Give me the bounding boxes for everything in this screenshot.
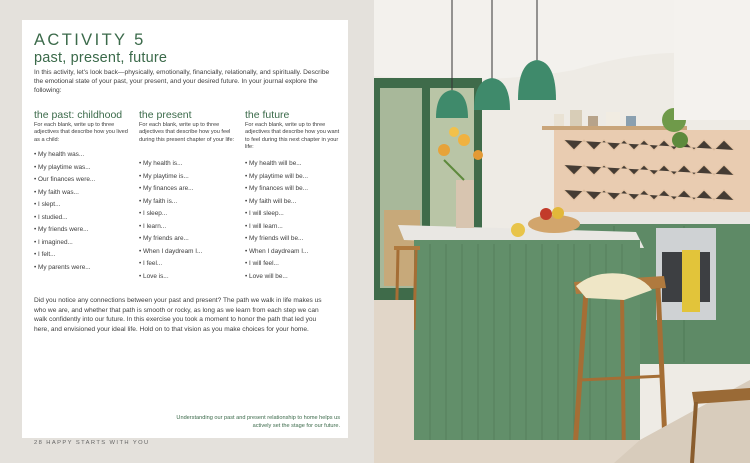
list-item: • My faith was... — [34, 187, 134, 200]
list-item: • I studied... — [34, 212, 134, 225]
list-item: • My finances are... — [139, 183, 239, 196]
page-title: past, present, future — [34, 50, 168, 66]
kitchen-photo — [374, 0, 750, 463]
list-item: • My health is... — [139, 158, 239, 171]
column-description: For each blank, write up to three adjectives that describe how you lived as a child: — [34, 122, 128, 143]
list-item: • My friends are... — [139, 233, 239, 246]
list-item: • My health will be... — [245, 158, 345, 171]
list-item: • My friends will be... — [245, 233, 345, 246]
list-item: • I feel... — [139, 258, 239, 271]
column-heading: the past: childhood — [34, 109, 123, 121]
closing-paragraph: Did you notice any connections between your past and present? The path we walk in life makes us who we are, and whether that path is smooth or rocky, as long as we learn from each step we can walk confidently into our future. In this exercise you took a moment to honor the path that led you here, and envisioned your ideal life. Hold on to that vision as you make choices for your home. — [34, 297, 322, 333]
column-description: For each blank, write up to three adjectives that describe how you want to feel during this next chapter in your life: — [245, 122, 340, 151]
column-heading: the present — [139, 109, 192, 121]
text-page — [22, 20, 348, 438]
list-item: • My parents were... — [34, 262, 134, 275]
list-item: • My finances will be... — [245, 183, 345, 196]
list-item: • I learn... — [139, 221, 239, 234]
list-item: • When I daydream I... — [245, 246, 345, 259]
list-item: • My friends were... — [34, 224, 134, 237]
list-item: • I imagined... — [34, 237, 134, 250]
list-item: • My playtime was... — [34, 162, 134, 175]
prompt-list — [245, 158, 345, 283]
column-description: For each blank, write up to three adjectives that describe how you feel during this present chapter of your life: — [139, 122, 235, 143]
kitchen-illustration — [374, 0, 750, 463]
list-item: • My faith will be... — [245, 196, 345, 209]
list-item: • Love is... — [139, 271, 239, 284]
prompt-list — [139, 158, 239, 283]
list-item: • My faith is... — [139, 196, 239, 209]
list-item: • When I daydream I... — [139, 246, 239, 259]
list-item: • My playtime will be... — [245, 171, 345, 184]
list-item: • I will feel... — [245, 258, 345, 271]
page-footer: 28 HAPPY STARTS WITH YOU — [34, 440, 150, 446]
column-past — [34, 109, 134, 274]
column-future — [245, 109, 345, 283]
column-present — [139, 109, 239, 283]
photo-caption: Understanding our past and present relationship to home helps us actively set the stage for our future. — [176, 415, 340, 429]
list-item: • I sleep... — [139, 208, 239, 221]
intro-paragraph: In this activity, let's look back—physically, emotionally, financially, relationally, and spiritually. Describe the emotional state of your past, your present, and your desired future. In your journal explore the following: — [34, 69, 330, 95]
list-item: • My health was... — [34, 149, 134, 162]
activity-label: ACTIVITY 5 — [34, 31, 146, 49]
prompt-list — [34, 149, 134, 274]
list-item: • I felt... — [34, 249, 134, 262]
column-heading: the future — [245, 109, 290, 121]
list-item: • I will sleep... — [245, 208, 345, 221]
list-item: • I slept... — [34, 199, 134, 212]
list-item: • My playtime is... — [139, 171, 239, 184]
list-item: • Our finances were... — [34, 174, 134, 187]
list-item: • Love will be... — [245, 271, 345, 284]
list-item: • I will learn... — [245, 221, 345, 234]
